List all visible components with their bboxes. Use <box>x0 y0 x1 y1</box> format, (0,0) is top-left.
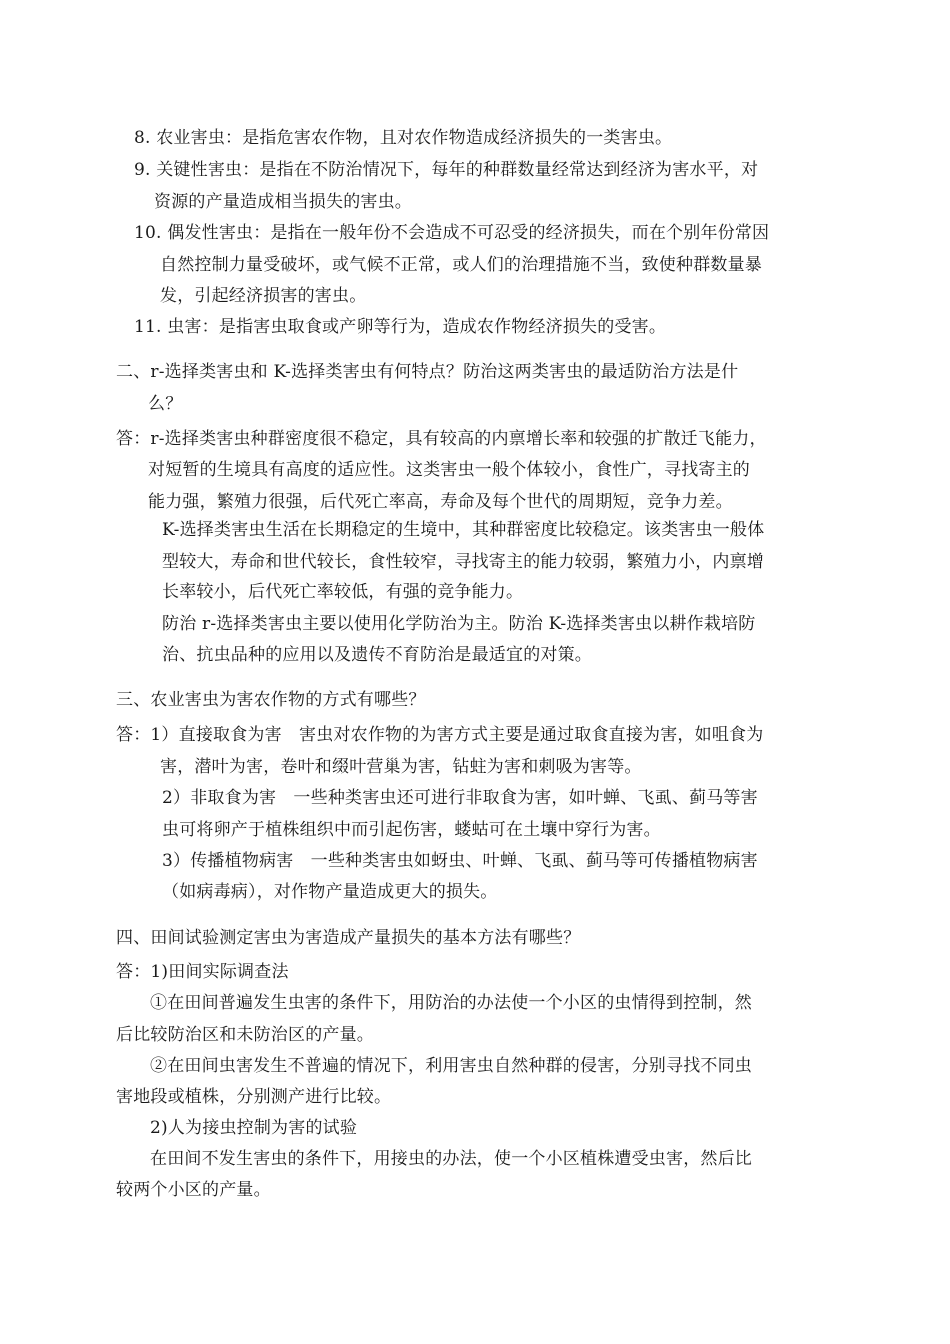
question-4: 四、田间试验测定害虫为害造成产量损失的基本方法有哪些？ <box>116 928 581 948</box>
answer-2-paragraph-2-line-3: 长率较小，后代死亡率较低，有强的竞争能力。 <box>162 582 524 602</box>
answer-2-paragraph-1-line-2: 对短暂的生境具有高度的适应性。这类害虫一般个体较小，食性广，寻找寄主的 <box>148 460 750 480</box>
definition-8-line-1: 8. 农业害虫：是指危害农作物，且对农作物造成经济损失的一类害虫。 <box>134 128 673 148</box>
answer-2-paragraph-1-line-1: 答：r-选择类害虫种群密度很不稳定，具有较高的内禀增长率和较强的扩散迁飞能力， <box>116 429 767 449</box>
answer-3-item-3-line-2: （如病毒病），对作物产量造成更大的损失。 <box>162 882 498 902</box>
answer-2-paragraph-1-line-3: 能力强，繁殖力很强，后代死亡率高，寿命及每个世代的周期短，竞争力差。 <box>148 492 733 512</box>
question-2-line-2: 么？ <box>148 394 183 414</box>
answer-3-item-3-line-1: 3）传播植物病害 一些种类害虫如蚜虫、叶蝉、飞虱、蓟马等可传播植物病害 <box>162 851 758 871</box>
definition-10-line-1: 10. 偶发性害虫：是指在一般年份不会造成不可忍受的经济损失，而在个别年份常因 <box>134 223 770 243</box>
answer-2-paragraph-3-line-1: 防治 r-选择类害虫主要以使用化学防治为主。防治 K-选择类害虫以耕作栽培防 <box>162 614 756 634</box>
question-3: 三、农业害虫为害农作物的方式有哪些？ <box>116 690 426 710</box>
answer-4-step-1-line-2: 后比较防治区和未防治区的产量。 <box>116 1025 374 1045</box>
definition-9-line-1: 9. 关键性害虫：是指在不防治情况下，每年的种群数量经常达到经济为害水平，对 <box>134 160 759 180</box>
definition-10-line-3: 发，引起经济损害的害虫。 <box>160 286 367 306</box>
answer-4-heading-2: 2)人为接虫控制为害的试验 <box>150 1118 358 1138</box>
answer-3-item-1-line-1: 答：1）直接取食为害 害虫对农作物的为害方式主要是通过取食直接为害，如咀食为 <box>116 725 764 745</box>
answer-4-step-3-line-2: 较两个小区的产量。 <box>116 1180 271 1200</box>
answer-2-paragraph-3-line-2: 治、抗虫品种的应用以及遗传不育防治是最适宜的对策。 <box>162 645 592 665</box>
answer-3-item-2-line-2: 虫可将卵产于植株组织中而引起伤害，蝼蛄可在土壤中穿行为害。 <box>162 820 661 840</box>
definition-11-line-1: 11. 虫害：是指害虫取食或产卵等行为，造成农作物经济损失的受害。 <box>134 317 667 337</box>
answer-2-paragraph-2-line-2: 型较大，寿命和世代较长，食性较窄，寻找寄主的能力较弱，繁殖力小，内禀增 <box>162 552 764 572</box>
definition-9-line-2: 资源的产量造成相当损失的害虫。 <box>154 192 412 212</box>
answer-4-step-2-line-1: ②在田间虫害发生不普遍的情况下，利用害虫自然种群的侵害，分别寻找不同虫 <box>150 1056 752 1076</box>
answer-4-heading-1: 答：1)田间实际调查法 <box>116 962 289 982</box>
answer-3-item-2-line-1: 2）非取食为害 一些种类害虫还可进行非取食为害，如叶蝉、飞虱、蓟马等害 <box>162 788 758 808</box>
definition-10-line-2: 自然控制力量受破坏，或气候不正常，或人们的治理措施不当，致使种群数量暴 <box>160 255 762 275</box>
answer-4-step-3-line-1: 在田间不发生害虫的条件下，用接虫的办法，使一个小区植株遭受虫害，然后比 <box>150 1149 752 1169</box>
answer-4-step-1-line-1: ①在田间普遍发生虫害的条件下，用防治的办法使一个小区的虫情得到控制，然 <box>150 993 752 1013</box>
question-2-line-1: 二、r-选择类害虫和 K-选择类害虫有何特点？防治这两类害虫的最适防治方法是什 <box>116 362 739 382</box>
answer-2-paragraph-2-line-1: K-选择类害虫生活在长期稳定的生境中，其种群密度比较稳定。该类害虫一般体 <box>162 520 765 540</box>
answer-4-step-2-line-2: 害地段或植株，分别测产进行比较。 <box>116 1087 392 1107</box>
answer-3-item-1-line-2: 害，潜叶为害，卷叶和缀叶营巢为害，钻蛀为害和刺吸为害等。 <box>160 757 642 777</box>
